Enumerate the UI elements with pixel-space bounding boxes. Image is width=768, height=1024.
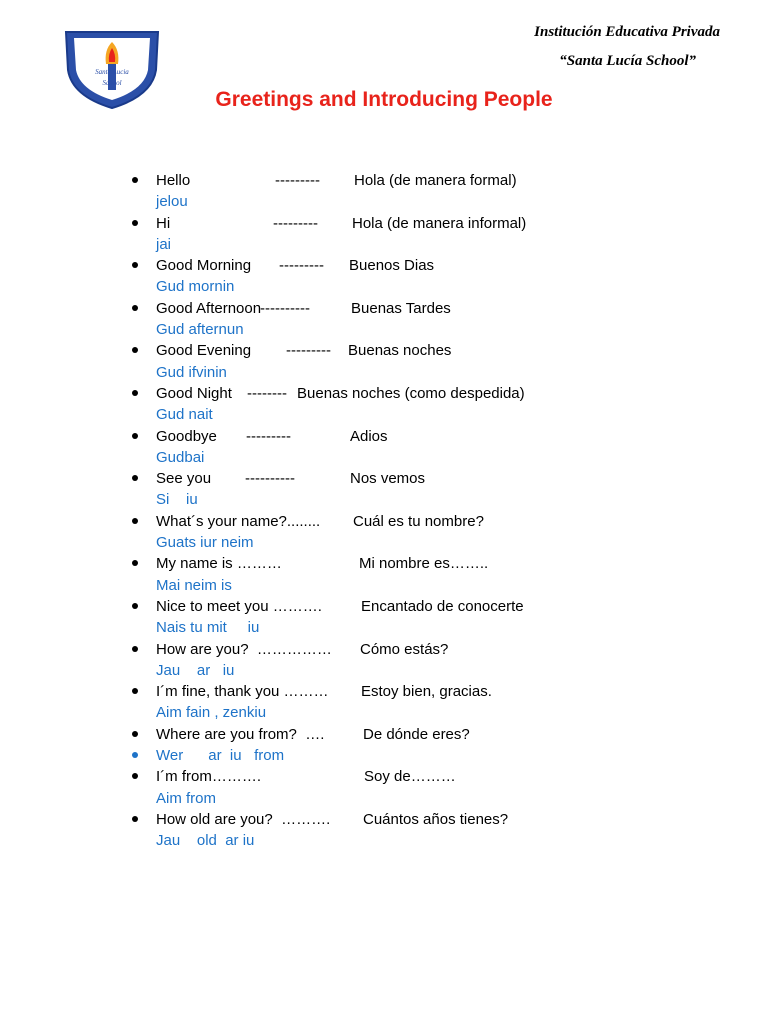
spanish-translation: Hola (de manera formal) [354,172,517,189]
pronunciation-text: Gud mornin [156,278,235,296]
pronunciation-text: Gud afternun [156,321,244,339]
english-phrase: How old are you? ………. [156,810,331,828]
list-item [132,766,752,809]
spanish-translation: Buenas noches (como despedida) [297,384,525,402]
phrase-row [132,468,752,489]
vocabulary-list [132,170,752,852]
list-item [132,255,752,298]
english-phrase: Good Evening [156,342,252,360]
separator-dashes: --------- [246,427,291,445]
english-phrase: I´m from………. [156,768,261,786]
pronunciation-text: Jau old ar iu [156,832,255,850]
list-item [132,468,752,511]
pronunciation [156,489,768,510]
english-phrase: My name is ……… [156,555,282,573]
spanish-translation: Nos vemos [350,470,426,488]
phrase-row [132,340,752,361]
pronunciation-text: Si iu [156,491,198,509]
english-phrase: Good Morning [156,257,252,275]
pronunciation [156,702,768,723]
pronunciation [156,362,768,383]
list-item [132,639,752,682]
phrase-row [132,426,752,447]
phrase-row [132,766,752,787]
separator-dashes: --------- [286,342,331,360]
bullet-icon [132,518,138,524]
english-phrase: See you [156,470,212,488]
bullet-icon [132,731,138,737]
english-phrase: Where are you from? …. [156,725,325,743]
page-title: Greetings and Introducing People [215,88,553,111]
pronunciation-text: Gud ifvinin [156,363,227,381]
pronunciation [156,276,768,297]
bullet-icon [132,433,138,439]
english-phrase: Nice to meet you ………. [156,597,322,615]
bullet-icon [132,773,138,779]
bullet-icon [132,262,138,268]
list-item [132,340,752,383]
phrase-row [132,255,752,276]
pronunciation-text: Wer ar iu from [156,747,285,765]
phrase-row [132,809,752,830]
english-phrase: Goodbye [156,427,217,445]
pronunciation [156,191,768,212]
pronunciation [156,319,768,340]
separator-dashes: --------- [279,257,324,275]
spanish-translation: Encantado de conocerte [361,597,524,615]
pronunciation [156,234,768,255]
english-phrase: What´s your name?........ [156,512,321,530]
pronunciation [156,660,768,681]
pronunciation-text: jai [156,235,172,253]
phrase-row [132,213,752,234]
pronunciation [156,788,768,809]
bullet-icon [132,603,138,609]
pronunciation-text: Mai neim is [156,576,232,594]
list-item [132,553,752,596]
spanish-translation: Buenas noches [348,342,452,360]
list-item [132,213,752,256]
pronunciation [156,745,768,766]
spanish-translation: Cómo estás? [360,640,449,658]
bullet-icon [132,646,138,652]
spanish-translation: Soy de……… [364,768,456,786]
bullet-icon [132,560,138,566]
english-phrase: Hello [156,172,191,189]
phrase-row [132,681,752,702]
bullet-icon [132,390,138,396]
pronunciation [156,830,768,851]
separator-dashes: ---------- [245,470,295,488]
bullet-icon [132,688,138,694]
pronunciation-text: Jau ar iu [156,661,235,679]
pronunciation-text: Aim from [156,789,216,807]
pronunciation-text: Guats iur neim [156,534,254,552]
spanish-translation: Mi nombre es…….. [359,555,489,573]
list-item [132,596,752,639]
list-item [132,809,752,852]
separator-dashes: ---------- [260,299,310,317]
english-phrase: Good Afternoon [156,299,262,317]
spanish-translation: De dónde eres? [363,725,470,743]
bullet-icon [132,347,138,353]
pronunciation-text: Aim fain , zenkiu [156,704,267,722]
spanish-translation: Buenos Dias [349,257,435,275]
english-phrase: How are you? …………… [156,640,332,658]
list-item [132,298,752,341]
bullet-icon [132,475,138,481]
separator-dashes: -------- [247,384,287,402]
bullet-icon [132,177,138,183]
spanish-translation: Estoy bien, gracias. [361,683,492,701]
spanish-translation: Cuántos años tienes? [363,810,509,828]
list-item [132,170,752,213]
pronunciation [156,575,768,596]
phrase-row [132,639,752,660]
pronunciation-text: jelou [156,193,188,211]
list-item [132,724,752,767]
institution-name: Institución Educativa Privada [534,24,720,40]
spanish-translation: Cuál es tu nombre? [353,512,484,530]
separator-dashes: --------- [273,214,318,232]
pronunciation [156,404,768,425]
institution-header [534,24,720,70]
bullet-icon [132,220,138,226]
spanish-translation: Adios [350,427,388,445]
pronunciation-text: Nais tu mit iu [156,619,260,637]
english-phrase: Good Night [156,384,232,402]
svg-text:School: School [102,79,122,87]
bullet-icon [132,752,138,758]
pronunciation [156,532,768,553]
phrase-row [132,383,752,404]
bullet-icon [132,305,138,311]
spanish-translation: Buenas Tardes [351,299,451,317]
pronunciation [156,447,768,468]
phrase-row [132,596,752,617]
list-item [132,681,752,724]
phrase-row [132,511,752,532]
svg-text:Santa Lucia: Santa Lucia [95,68,129,76]
phrase-row [132,553,752,574]
english-phrase: I´m fine, thank you ……… [156,683,329,701]
phrase-row [132,724,752,745]
bullet-icon [132,816,138,822]
phrase-row [132,298,752,319]
english-phrase: Hi [156,214,171,232]
phrase-row [132,170,752,191]
list-item [132,426,752,469]
separator-dashes: --------- [275,172,320,189]
list-item [132,383,752,426]
pronunciation-text: Gudbai [156,448,205,466]
school-name: “Santa Lucía School” [559,53,696,69]
list-item [132,511,752,554]
pronunciation [156,617,768,638]
pronunciation-text: Gud nait [156,406,213,424]
spanish-translation: Hola (de manera informal) [352,214,527,232]
